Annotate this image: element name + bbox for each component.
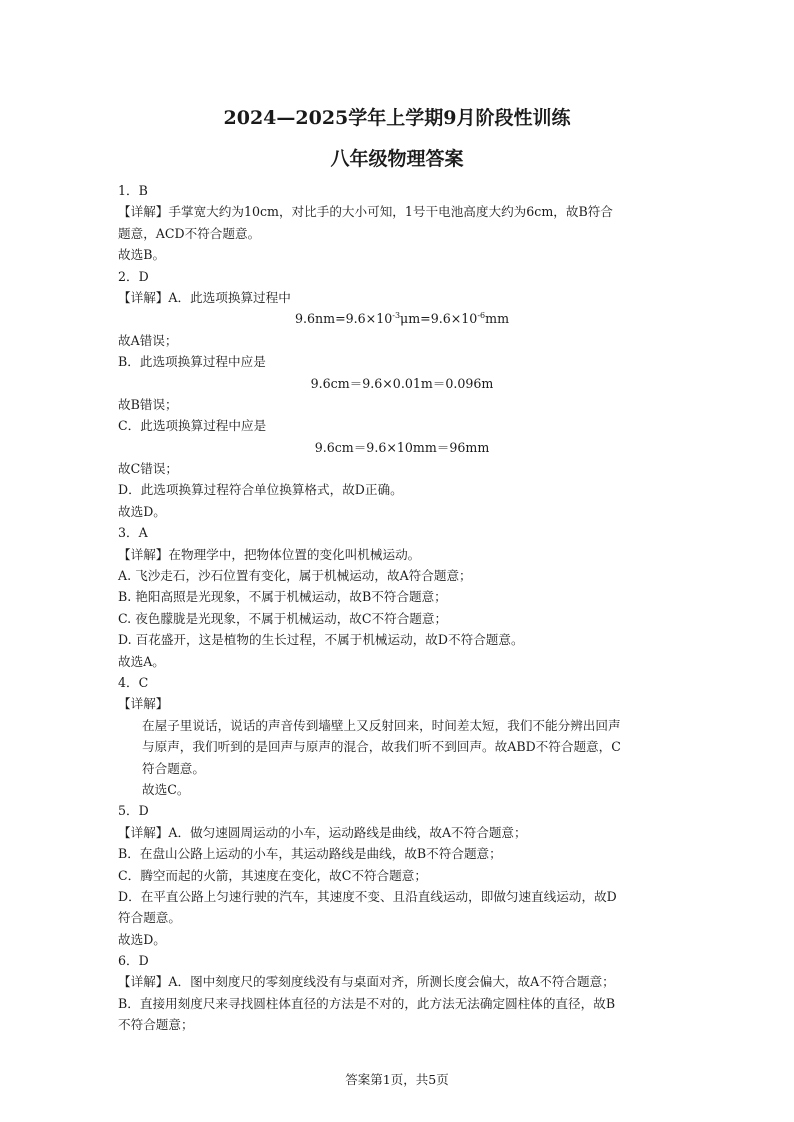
q4-conclusion: 故选C。 [142,781,190,797]
q2-explanation-line: C．此选项换算过程中应是 [118,418,267,434]
q3-option-d: D. 百花盛开，这是植物的生长过程，不属于机械运动，故D不符合题意。 [118,632,524,648]
q4-explanation-line: 在屋子里说话，说话的声音传到墙壁上又反射回来，时间差太短，我们不能分辨出回声 [142,717,621,733]
q1-conclusion: 故选B。 [118,247,166,263]
q5-option-d-cont: 符合题意。 [118,910,181,926]
q2-answer: 2．D [118,268,149,284]
q2-explanation-line: D．此选项换算过程符合单位换算格式，故D正确。 [118,482,403,498]
q3-option-c: C. 夜色朦胧是光现象，不属于机械运动，故C不符合题意； [118,610,448,626]
q5-answer: 5．D [118,803,149,819]
q5-option-d: D．在平直公路上匀速行驶的汽车，其速度不变、且沿直线运动，即做匀速直线运动，故D [118,888,617,904]
q1-answer: 1．B [118,183,148,198]
q2-conclusion: 故选D。 [118,503,166,519]
q5-option-a: 【详解】A．做匀速圆周运动的小车，运动路线是曲线，故A不符合题意； [118,824,527,840]
q4-explanation-line: 与原声，我们听到的是回声与原声的混合，故我们听不到回声。故ABD不符合题意，C [142,739,621,755]
page-subtitle: 八年级物理答案 [330,148,464,170]
q5-option-c: C．腾空而起的火箭，其速度在变化，故C不符合题意； [118,867,427,883]
q2-formula-3: 9.6cm＝9.6×10mm＝96mm [314,439,490,455]
q2-explanation-line: 【详解】A．此选项换算过程中 [118,289,291,305]
q2-explanation-line: 故A错误； [118,332,178,348]
q6-option-b-cont: 不符合题意； [118,1017,194,1033]
q6-option-a: 【详解】A．图中刻度尺的零刻度线没有与桌面对齐，所测长度会偏大，故A不符合题意； [118,974,615,990]
q1-explanation-line: 题意，ACD不符合题意。 [118,225,261,241]
q2-formula-1: $9.6nm=9.6\times 10^{-3}\mu m=9.6\times 10^{-6}mm$ [294,311,510,327]
q2-explanation-line: 故B错误； [118,396,178,412]
q4-explanation-label: 【详解】 [118,696,169,712]
q3-option-b: B. 艳阳高照是光现象，不属于机械运动，故B不符合题意； [118,589,447,605]
q2-explanation-line: 故C错误； [118,461,179,477]
q3-explanation-line: 【详解】在物理学中，把物体位置的变化叫机械运动。 [118,546,421,562]
q2-explanation-line: B．此选项换算过程中应是 [118,354,266,370]
q1-explanation-line: 【详解】手掌宽大约为10cm，对比手的大小可知，1号干电池高度大约为6cm，故B符合 [118,204,613,220]
q6-option-b: B．直接用刻度尺来寻找圆柱体直径的方法是不对的，此方法无法确定圆柱体的直径，故B [118,995,616,1011]
q3-option-a: A. 飞沙走石，沙石位置有变化，属于机械运动，故A符合题意； [118,568,472,584]
answer-content [118,180,678,1036]
q3-answer: 3．A [118,525,148,541]
q6-answer: 6．D [118,953,149,969]
q5-conclusion: 故选D。 [118,931,166,947]
page-title: 2024—2025学年上学期9月阶段性训练 [223,107,571,129]
page-footer: 答案第1页，共5页 [345,1072,449,1087]
q2-formula-2: 9.6cm＝9.6×0.01m＝0.096m [310,375,494,391]
q4-answer: 4．C [118,674,149,690]
q4-explanation-line: 符合题意。 [142,760,205,776]
q3-conclusion: 故选A。 [118,653,165,669]
q5-option-b: B．在盘山公路上运动的小车，其运动路线是曲线，故B不符合题意； [118,846,502,862]
